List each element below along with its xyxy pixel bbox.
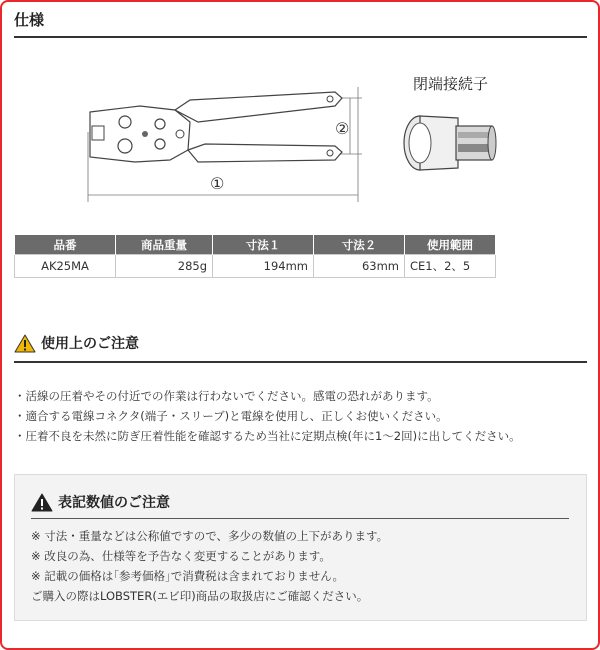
notice-title: 表記数値のご注意 xyxy=(58,495,170,511)
col-header-dimension-2: 寸法２ xyxy=(314,235,405,255)
spec-heading: 仕様 xyxy=(14,9,587,38)
list-item: ※ 改良の為、仕様等を予告なく変更することがあります。 xyxy=(31,549,331,563)
closed-end-connector-illustration xyxy=(398,108,498,178)
col-header-part-no: 品番 xyxy=(15,235,116,255)
table-row xyxy=(15,255,496,278)
cell-part-no: AK25MA xyxy=(15,255,116,278)
dimension-1-marker: ① xyxy=(210,174,225,193)
list-item: ご購入の際はLOBSTER(エビ印)商品の取扱店にご確認ください。 xyxy=(31,589,369,603)
cell-usage-range: CE1、2、5 xyxy=(405,255,496,278)
col-header-weight: 商品重量 xyxy=(116,235,213,255)
list-item: ・適合する電線コネクタ(端子・スリーブ)と電線を使用し、正しくお使いください。 xyxy=(14,409,448,423)
cell-weight: 285g xyxy=(116,255,213,278)
crimping-tool-illustration xyxy=(80,82,370,207)
caution-heading xyxy=(14,333,587,363)
list-item: ・圧着不良を未然に防ぎ圧着性能を確認するため当社に定期点検(年に1～2回)に出してください。 xyxy=(14,429,521,443)
connector-label: 閉端接続子 xyxy=(413,75,489,93)
caution-list xyxy=(14,386,584,446)
notice-box xyxy=(14,474,587,621)
list-item: ※ 寸法・重量などは公称値ですので、多少の数値の上下があります。 xyxy=(31,529,389,543)
col-header-dimension-1: 寸法１ xyxy=(213,235,314,255)
cell-dimension-1: 194mm xyxy=(213,255,314,278)
list-item: ・活線の圧着やその付近での作業は行わないでください。感電の恐れがあります。 xyxy=(14,389,439,403)
warning-icon xyxy=(14,334,36,353)
spec-table xyxy=(14,234,496,278)
list-item: ※ 記載の価格は｢参考価格｣で消費税は含まれておりません。 xyxy=(31,569,344,583)
warning-icon xyxy=(31,493,53,512)
spec-table-header-row xyxy=(15,235,496,255)
notice-heading xyxy=(31,492,569,519)
caution-title: 使用上のご注意 xyxy=(41,336,139,352)
dimension-2-marker: ② xyxy=(335,119,350,138)
notice-list xyxy=(31,526,388,606)
cell-dimension-2: 63mm xyxy=(314,255,405,278)
col-header-usage-range: 使用範囲 xyxy=(405,235,496,255)
